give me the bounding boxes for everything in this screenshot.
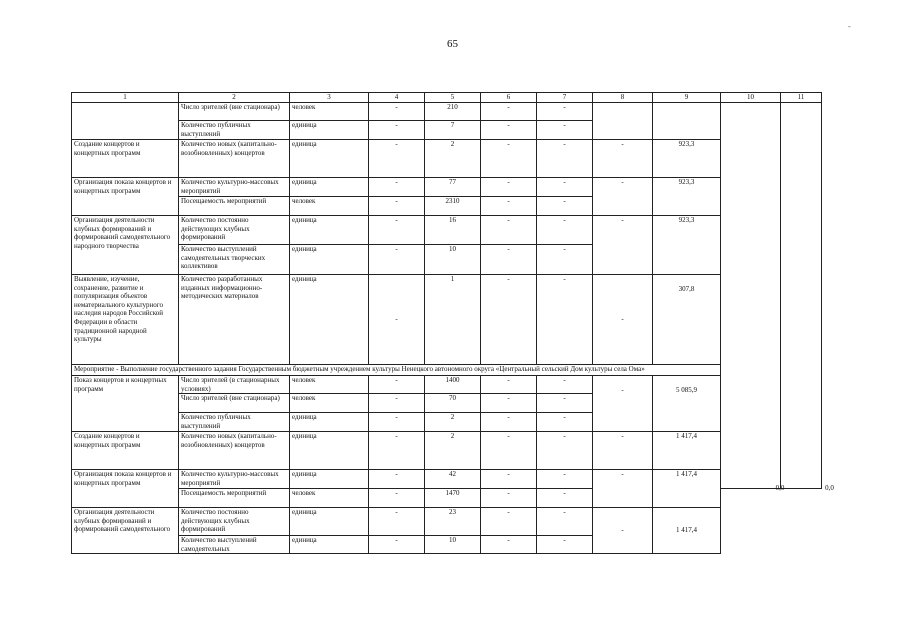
value-cell: - [481,121,537,140]
indicator-cell: Количество разработанных изданных информационно-методических материалов [179,275,290,365]
table-row [72,432,822,470]
col10-value: 0,0 [775,484,785,492]
value-cell [653,103,721,140]
value-cell: - [481,103,537,121]
unit-cell: единица [290,245,369,275]
value-cell: - [369,275,425,365]
value-cell: - [481,245,537,275]
value-cell: 923,3 [653,216,721,275]
value-cell: 1 417,4 [653,432,721,470]
value-cell: - [481,394,537,413]
value-cell: - [537,489,593,508]
unit-cell: человек [290,394,369,413]
value-cell: - [369,413,425,432]
service-cell: Создание концертов и концертных программ [72,140,179,178]
value-cell: 2 [425,432,481,470]
value-cell: - [481,432,537,470]
value-cell: 10 [425,245,481,275]
table-row [72,275,822,365]
value-cell: 2 [425,140,481,178]
unit-cell: единица [290,536,369,554]
value-cell: - [481,140,537,178]
indicator-cell: Количество постоянно действующих клубных формирований [179,216,290,245]
page-number: 65 [447,38,458,50]
value-cell: 42 [425,470,481,489]
indicator-cell: Посещаемость мероприятий [179,489,290,508]
indicator-cell: Число зрителей (в стационарных условиях) [179,376,290,394]
value-cell: 1400 [425,376,481,394]
value-cell: 10 [425,536,481,554]
unit-cell: единица [290,432,369,470]
indicator-cell: Количество публичных выступлений [179,121,290,140]
table-row [72,178,822,197]
table-row [72,103,822,121]
value-cell: - [369,103,425,121]
service-cell: Организация деятельности клубных формирований и формирований самодеятельного [72,508,179,554]
corner-mark: - [848,22,851,31]
service-cell: Создание концертов и концертных программ [72,432,179,470]
value-cell [593,103,653,140]
header-cell: 7 [537,93,593,103]
value-cell: - [369,432,425,470]
header-cell: 8 [593,93,653,103]
value-cell: 5 085,9 [653,376,721,432]
unit-cell: единица [290,121,369,140]
value-cell: - [593,178,653,216]
indicator-cell: Количество культурно-массовых мероприятий [179,470,290,489]
value-cell: - [481,489,537,508]
header-cell: 4 [369,93,425,103]
value-cell: - [537,470,593,489]
value-cell: 923,3 [653,140,721,178]
value-cell: 1470 [425,489,481,508]
value-cell: 2 [425,413,481,432]
value-cell: - [537,216,593,245]
value-cell: - [537,432,593,470]
indicator-cell: Количество новых (капитально-возобновленных) концертов [179,140,290,178]
table-row [72,508,822,536]
value-cell: - [481,536,537,554]
value-cell: - [369,536,425,554]
value-cell: - [481,197,537,216]
indicator-cell: Количество постоянно действующих клубных формирований [179,508,290,536]
value-cell: - [369,178,425,197]
service-cell: Организация показа концертов и концертных программ [72,178,179,216]
header-cell: 6 [481,93,537,103]
unit-cell: единица [290,178,369,197]
value-cell: - [537,413,593,432]
header-cell: 10 [721,93,781,103]
value-cell: - [593,216,653,275]
header-cell: 5 [425,93,481,103]
value-cell: - [537,508,593,536]
header-cell: 9 [653,93,721,103]
value-cell: 923,3 [653,178,721,216]
service-cell: Организация деятельности клубных формирований и формирований самодеятельного народного творчества [72,216,179,275]
value-cell: - [481,413,537,432]
indicator-cell: Количество новых (капитально-возобновленных) концертов [179,432,290,470]
unit-cell: единица [290,508,369,536]
value-cell: - [481,275,537,365]
unit-cell: единица [290,470,369,489]
unit-cell: человек [290,197,369,216]
budget-table [71,92,822,554]
service-cell [72,103,179,140]
value-cell: 77 [425,178,481,197]
value-cell: 1 [425,275,481,365]
value-cell: - [537,394,593,413]
header-cell: 11 [781,93,822,103]
value-cell: - [481,178,537,197]
value-cell: - [481,508,537,536]
value-cell: 23 [425,508,481,536]
value-cell: - [593,275,653,365]
value-cell: - [537,140,593,178]
indicator-cell: Количество выступлений самодеятельных творческих коллективов [179,245,290,275]
value-cell: - [369,140,425,178]
value-cell: - [537,178,593,197]
indicator-cell: Посещаемость мероприятий [179,197,290,216]
indicator-cell: Число зрителей (вне стационара) [179,394,290,413]
value-cell: - [537,275,593,365]
indicator-cell: Число зрителей (вне стационара) [179,103,290,121]
value-cell: - [593,508,653,554]
value-cell: 210 [425,103,481,121]
value-cell: - [537,121,593,140]
col11-value: 0,0 [825,484,834,492]
value-cell [781,103,822,489]
service-cell: Показ концертов и концертных программ [72,376,179,432]
value-cell: 7 [425,121,481,140]
value-cell: - [369,508,425,536]
value-cell: - [369,245,425,275]
value-cell: - [593,376,653,432]
unit-cell: единица [290,140,369,178]
unit-cell: единица [290,275,369,365]
unit-cell: человек [290,376,369,394]
indicator-cell: Количество выступлений самодеятельных [179,536,290,554]
header-cell: 2 [179,93,290,103]
table-row [72,470,822,489]
value-cell: - [593,470,653,508]
value-cell: 16 [425,216,481,245]
table-row [72,216,822,245]
value-cell: 1 417,4 [653,470,721,508]
value-cell: - [369,197,425,216]
header-row [72,93,822,103]
section-row [72,365,822,376]
unit-cell: единица [290,413,369,432]
indicator-cell: Количество культурно-массовых мероприятий [179,178,290,197]
value-cell: - [537,103,593,121]
value-cell: - [369,216,425,245]
value-cell: - [481,216,537,245]
header-cell: 3 [290,93,369,103]
indicator-cell: Количество публичных выступлений [179,413,290,432]
value-cell: - [369,470,425,489]
value-cell: - [481,376,537,394]
value-cell: - [369,376,425,394]
value-cell: 307,8 [653,275,721,365]
service-cell: Организация показа концертов и концертных программ [72,470,179,508]
value-cell [721,103,781,489]
value-cell: - [537,536,593,554]
value-cell: - [369,489,425,508]
section-title: Мероприятие - Выполнение государственного задания Государственным бюджетным учреждением культуры Ненецкого автономного округа «Центральный сельский Дом культуры села Ома» [72,365,721,376]
value-cell: - [369,394,425,413]
value-cell: 1 417,4 [653,508,721,554]
header-cell: 1 [72,93,179,103]
value-cell: - [481,470,537,489]
value-cell: 70 [425,394,481,413]
value-cell: 2310 [425,197,481,216]
value-cell: - [593,432,653,470]
value-cell: - [537,376,593,394]
table-row [72,140,822,178]
table-row [72,376,822,394]
value-cell: - [537,245,593,275]
unit-cell: единица [290,216,369,245]
unit-cell: человек [290,103,369,121]
unit-cell: человек [290,489,369,508]
value-cell: - [537,197,593,216]
value-cell: - [369,121,425,140]
service-cell: Выявление, изучение, сохранение, развитие и популяризация объектов нематериального культурного наследия народов Российской Федерации в области традиционной народной культуры [72,275,179,365]
value-cell: - [593,140,653,178]
